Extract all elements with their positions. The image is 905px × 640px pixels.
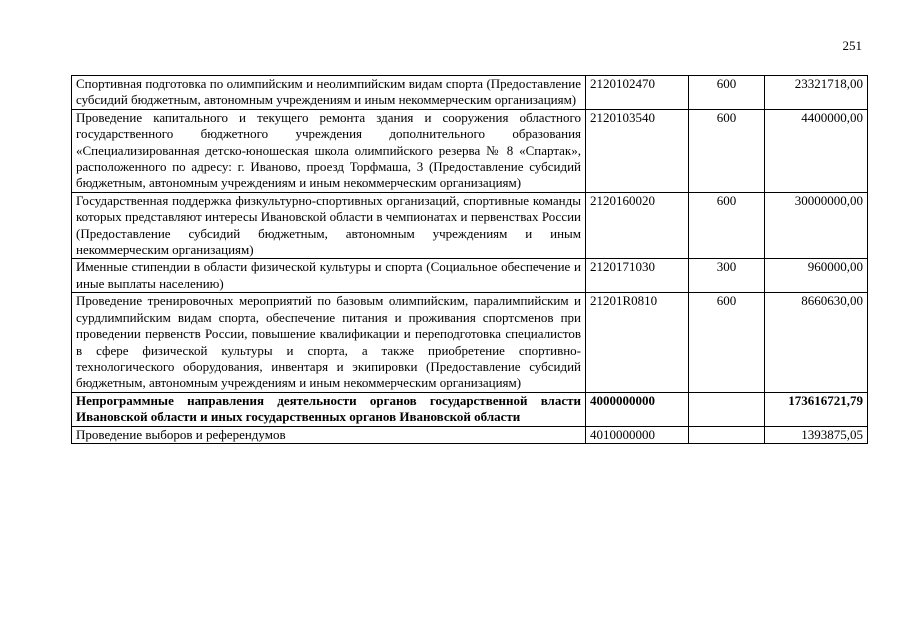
- row-name: Проведение выборов и референдумов: [72, 426, 586, 443]
- row-name: Спортивная подготовка по олимпийским и неолимпийским видам спорта (Предоставление субсидий бюджетным, автономным учреждениям и иным некоммерческим организациям): [72, 76, 586, 110]
- table-row: [72, 109, 868, 192]
- row-target-code: 2120171030: [586, 259, 689, 293]
- table-row: [72, 192, 868, 259]
- row-target-code: 4010000000: [586, 426, 689, 443]
- row-amount: 1393875,05: [765, 426, 868, 443]
- row-amount: 4400000,00: [765, 109, 868, 192]
- page-number: 251: [842, 38, 862, 53]
- row-name: Проведение тренировочных мероприятий по базовым олимпийским, паралимпийским и сурдлимпийским видам спорта, обеспечение питания и проживания спортсменов при проведении первенств России, повышение квалификации и переподготовка специалистов в сфере физической культуры и спорта, а также приобретение спортивно-технологического оборудования, инвентаря и экипировки (Предоставление субсидий бюджетным, автономным учреждениям и иным некоммерческим организациям): [72, 293, 586, 392]
- row-expense-type: [689, 392, 765, 426]
- row-amount: 8660630,00: [765, 293, 868, 392]
- budget-table: [71, 75, 868, 444]
- table-row: [72, 426, 868, 443]
- row-target-code: 21201R0810: [586, 293, 689, 392]
- row-name: Проведение капитального и текущего ремонта здания и сооружения областного государственного бюджетного учреждения дополнительного образования «Специализированная детско-юношеская школа олимпийского резерва № 8 «Спартак», расположенного по адресу: г. Иваново, проезд Торфмаша, 3 (Предоставление субсидий бюджетным, автономным учреждениям и иным некоммерческим организациям): [72, 109, 586, 192]
- row-target-code: 2120160020: [586, 192, 689, 259]
- row-expense-type: 300: [689, 259, 765, 293]
- row-expense-type: 600: [689, 76, 765, 110]
- row-target-code: 2120102470: [586, 76, 689, 110]
- row-expense-type: 600: [689, 293, 765, 392]
- row-name: Именные стипендии в области физической культуры и спорта (Социальное обеспечение и иные выплаты населению): [72, 259, 586, 293]
- row-amount: 960000,00: [765, 259, 868, 293]
- table-row: [72, 293, 868, 392]
- row-expense-type: 600: [689, 109, 765, 192]
- table-row-section: [72, 392, 868, 426]
- row-name: Государственная поддержка физкультурно-спортивных организаций, спортивные команды которых представляют интересы Ивановской области в чемпионатах и первенствах России (Предоставление субсидий бюджетным, автономным учреждениям и иным некоммерческим организациям): [72, 192, 586, 259]
- row-target-code: 2120103540: [586, 109, 689, 192]
- row-amount: 30000000,00: [765, 192, 868, 259]
- row-amount: 173616721,79: [765, 392, 868, 426]
- row-name: Непрограммные направления деятельности органов государственной власти Ивановской области и иных государственных органов Ивановской области: [72, 392, 586, 426]
- row-target-code: 4000000000: [586, 392, 689, 426]
- table-row: [72, 76, 868, 110]
- row-amount: 23321718,00: [765, 76, 868, 110]
- row-expense-type: 600: [689, 192, 765, 259]
- row-expense-type: [689, 426, 765, 443]
- table-row: [72, 259, 868, 293]
